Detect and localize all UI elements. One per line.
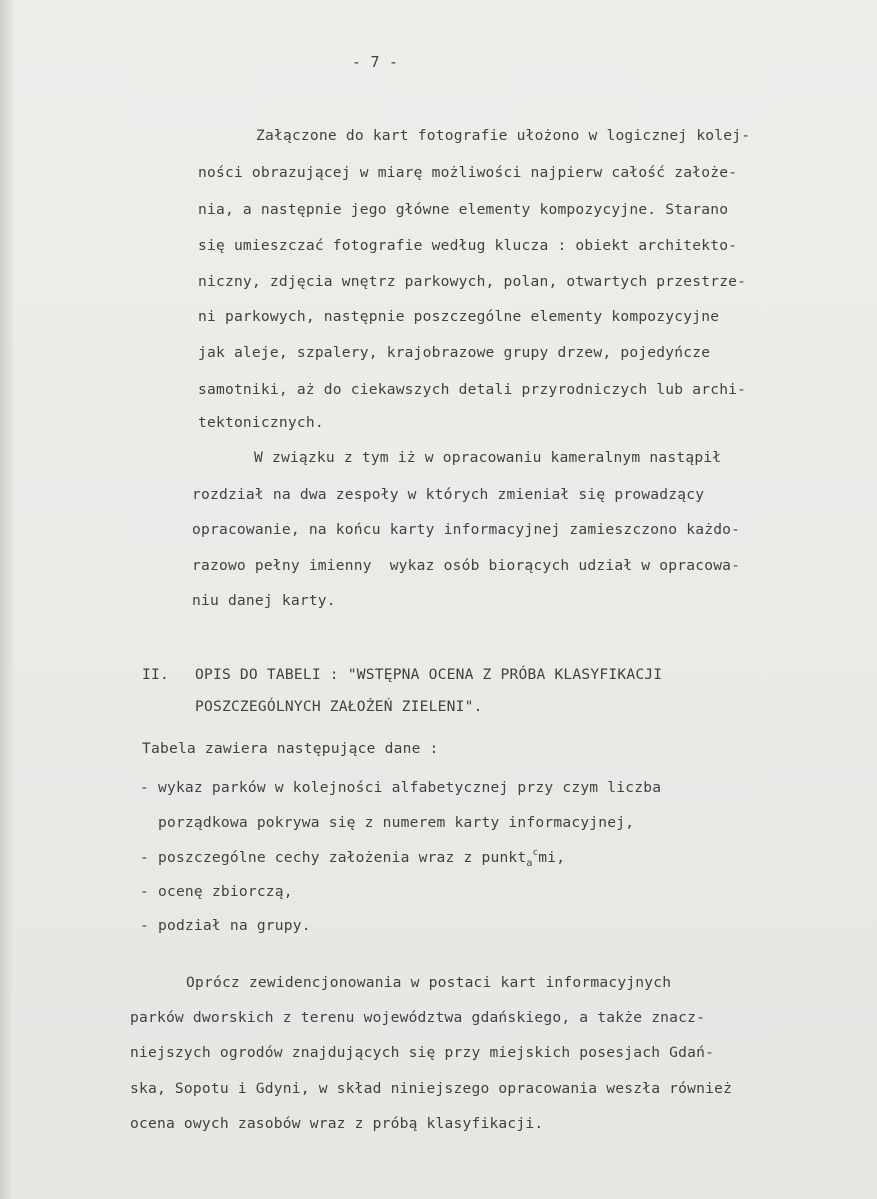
list-item-3-text: - poszczególne cechy założenia wraz z punkt [140,849,527,866]
paragraph-1-line-7: jak aleje, szpalery, krajobrazowe grupy drzew, pojedyńcze [198,344,711,361]
paragraph-1-line-3: nia, a następnie jego główne elementy kompozycyjne. Starano [198,201,729,218]
paragraph-2-line-2: rozdział na dwa zespoły w których zmieniał się prowadzący [192,486,705,503]
section-heading-line-2: POSZCZEGÓLNYCH ZAŁOŻEŃ ZIELENI". [195,698,483,715]
page-edge-shadow [0,0,14,1199]
section-heading-line-1: OPIS DO TABELI : "WSTĘPNA OCENA Z PRÓBA KLASYFIKACJI [195,666,663,683]
page-number: - 7 - [352,53,399,71]
paragraph-1-line-4: się umieszczać fotografie według klucza : obiekt architekto- [198,237,738,254]
paragraph-1-line-1: Załączone do kart fotografie ułożono w logicznej kolej- [256,127,751,144]
paragraph-2-line-4: razowo pełny imienny wykaz osób biorących udział w opracowa- [192,557,741,574]
list-item-1-continuation: porządkowa pokrywa się z numerem karty informacyjnej, [140,814,635,831]
section-number: II. [142,666,169,683]
paragraph-1-line-9: tektonicznych. [198,414,324,431]
paragraph-3-line-2: parków dworskich z terenu województwa gdańskiego, a także znacz- [130,1009,706,1026]
paragraph-2-line-1: W związku z tym iż w opracowaniu kameralnym nastąpił [254,449,722,466]
paragraph-3-line-4: ska, Sopotu i Gdyni, w skład niniejszego opracowania weszła również [130,1080,733,1097]
paragraph-1-line-5: niczny, zdjęcia wnętrz parkowych, polan, otwartych przestrze- [198,273,747,290]
paragraph-1-line-2: ności obrazującej w miarę możliwości najpierw całość założe- [198,164,738,181]
paragraph-1-line-6: ni parkowych, następnie poszczególne elementy kompozycyjne [198,308,720,325]
paragraph-2-line-3: opracowanie, na końcu karty informacyjnej zamieszczono każdo- [192,521,741,538]
paragraph-3-line-5: ocena owych zasobów wraz z próbą klasyfikacji. [130,1115,544,1132]
list-item-3-ending: mi, [538,849,566,866]
list-item-4: - ocenę zbiorczą, [140,883,293,900]
list-item-1: - wykaz parków w kolejności alfabetycznej przy czym liczba [140,779,662,796]
list-item-3-subscript: a [526,858,533,869]
list-item-3 [140,848,565,870]
list-item-5: - podział na grupy. [140,917,311,934]
paragraph-3-line-3: niejszych ogrodów znajdujących się przy miejskich posesjach Gdań- [130,1044,715,1061]
paragraph-3-line-1: Oprócz zewidencjonowania w postaci kart informacyjnych [186,974,672,991]
table-intro: Tabela zawiera następujące dane : [142,740,439,757]
paragraph-1-line-8: samotniki, aż do ciekawszych detali przyrodniczych lub archi- [198,381,747,398]
list-item-3-superscript: c [532,848,539,858]
paragraph-2-line-5: niu danej karty. [192,592,336,609]
